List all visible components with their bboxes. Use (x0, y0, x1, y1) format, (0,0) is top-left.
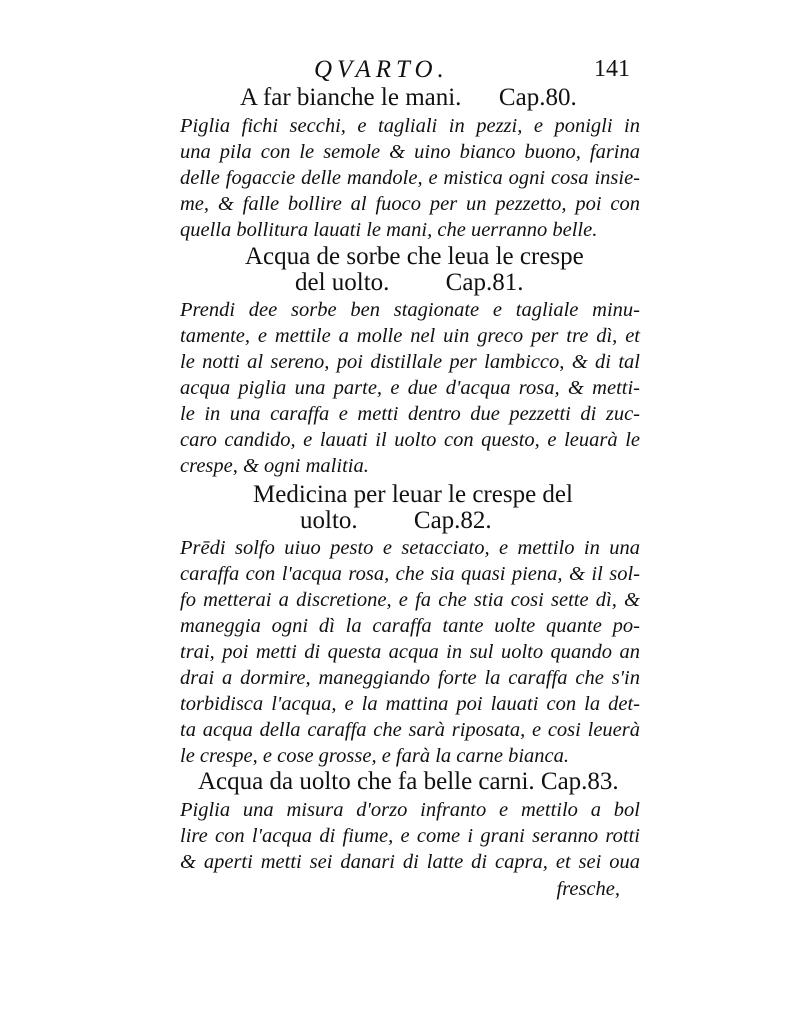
text-line: trai, poi metti di questa acqua in sul uolto quando an (180, 641, 640, 663)
text-line: Piglia una misura d'orzo infranto e mettilo a bol (180, 799, 640, 821)
text-line: torbidisca l'acqua, e la mattina poi lauati con la det- (180, 693, 640, 715)
text-line: caraffa con l'acqua rosa, che sia quasi piena, & il sol- (180, 563, 640, 585)
text-line: & aperti metti sei danari di latte di capra, et sei oua (180, 851, 640, 873)
text-line: delle fogaccie delle mandole, e mistica ogni cosa insie- (180, 167, 640, 189)
text-line: me, & falle bollire al fuoco per un pezzetto, poi con (180, 193, 640, 215)
page-number: 141 (594, 56, 630, 82)
chapter-heading: uolto. Cap.82. (300, 507, 492, 534)
text-line: drai a dormire, maneggiando forte la caraffa che s'in (180, 667, 640, 689)
text-line: ta acqua della caraffa che sarà riposata, e cosi leuerà (180, 719, 640, 741)
text-line: le in una caraffa e metti dentro due pezzetti di zuc- (180, 403, 640, 425)
text-line: acqua piglia una parte, e due d'acqua rosa, & metti- (180, 377, 640, 399)
chapter-heading: Acqua da uolto che fa belle carni. Cap.83. (198, 768, 619, 795)
text-line: maneggia ogni dì la caraffa tante uolte quante po- (180, 615, 640, 637)
text-line: tamente, e mettile a molle nel uin greco per tre dì, et (180, 325, 640, 347)
text-line: crespe, & ogni malitia. (180, 455, 369, 477)
chapter-heading: A far bianche le mani. Cap.80. (240, 84, 577, 111)
text-line: lire con l'acqua di fiume, e come i grani seranno rotti (180, 825, 640, 847)
chapter-heading: Acqua de sorbe che leua le crespe (245, 243, 584, 270)
text-line: quella bollitura lauati le mani, che uerranno belle. (180, 219, 598, 241)
text-line: le notti al sereno, poi distillale per lambicco, & di tal (180, 351, 640, 373)
text-line: Prendi dee sorbe ben stagionate e tagliale minu- (180, 299, 640, 321)
chapter-heading: del uolto. Cap.81. (295, 269, 524, 296)
text-line: Piglia fichi secchi, e tagliali in pezzi, e ponigli in (180, 115, 640, 137)
text-line: le crespe, e cose grosse, e farà la carne bianca. (180, 745, 570, 767)
text-line: caro candido, e lauati il uolto con questo, e leuarà le (180, 429, 640, 451)
running-head (300, 56, 630, 86)
text-line: fo metterai a discretione, e fa che stia cosi sette dì, & (180, 589, 640, 611)
text-line: Prēdi solfo uiuo pesto e setacciato, e mettilo in una (180, 537, 640, 559)
text-line: una pila con le semole & uino bianco buono, farina (180, 141, 640, 163)
running-head-title: QVARTO. (314, 56, 449, 83)
catchword: fresche, (556, 878, 620, 900)
chapter-heading: Medicina per leuar le crespe del (253, 481, 573, 508)
